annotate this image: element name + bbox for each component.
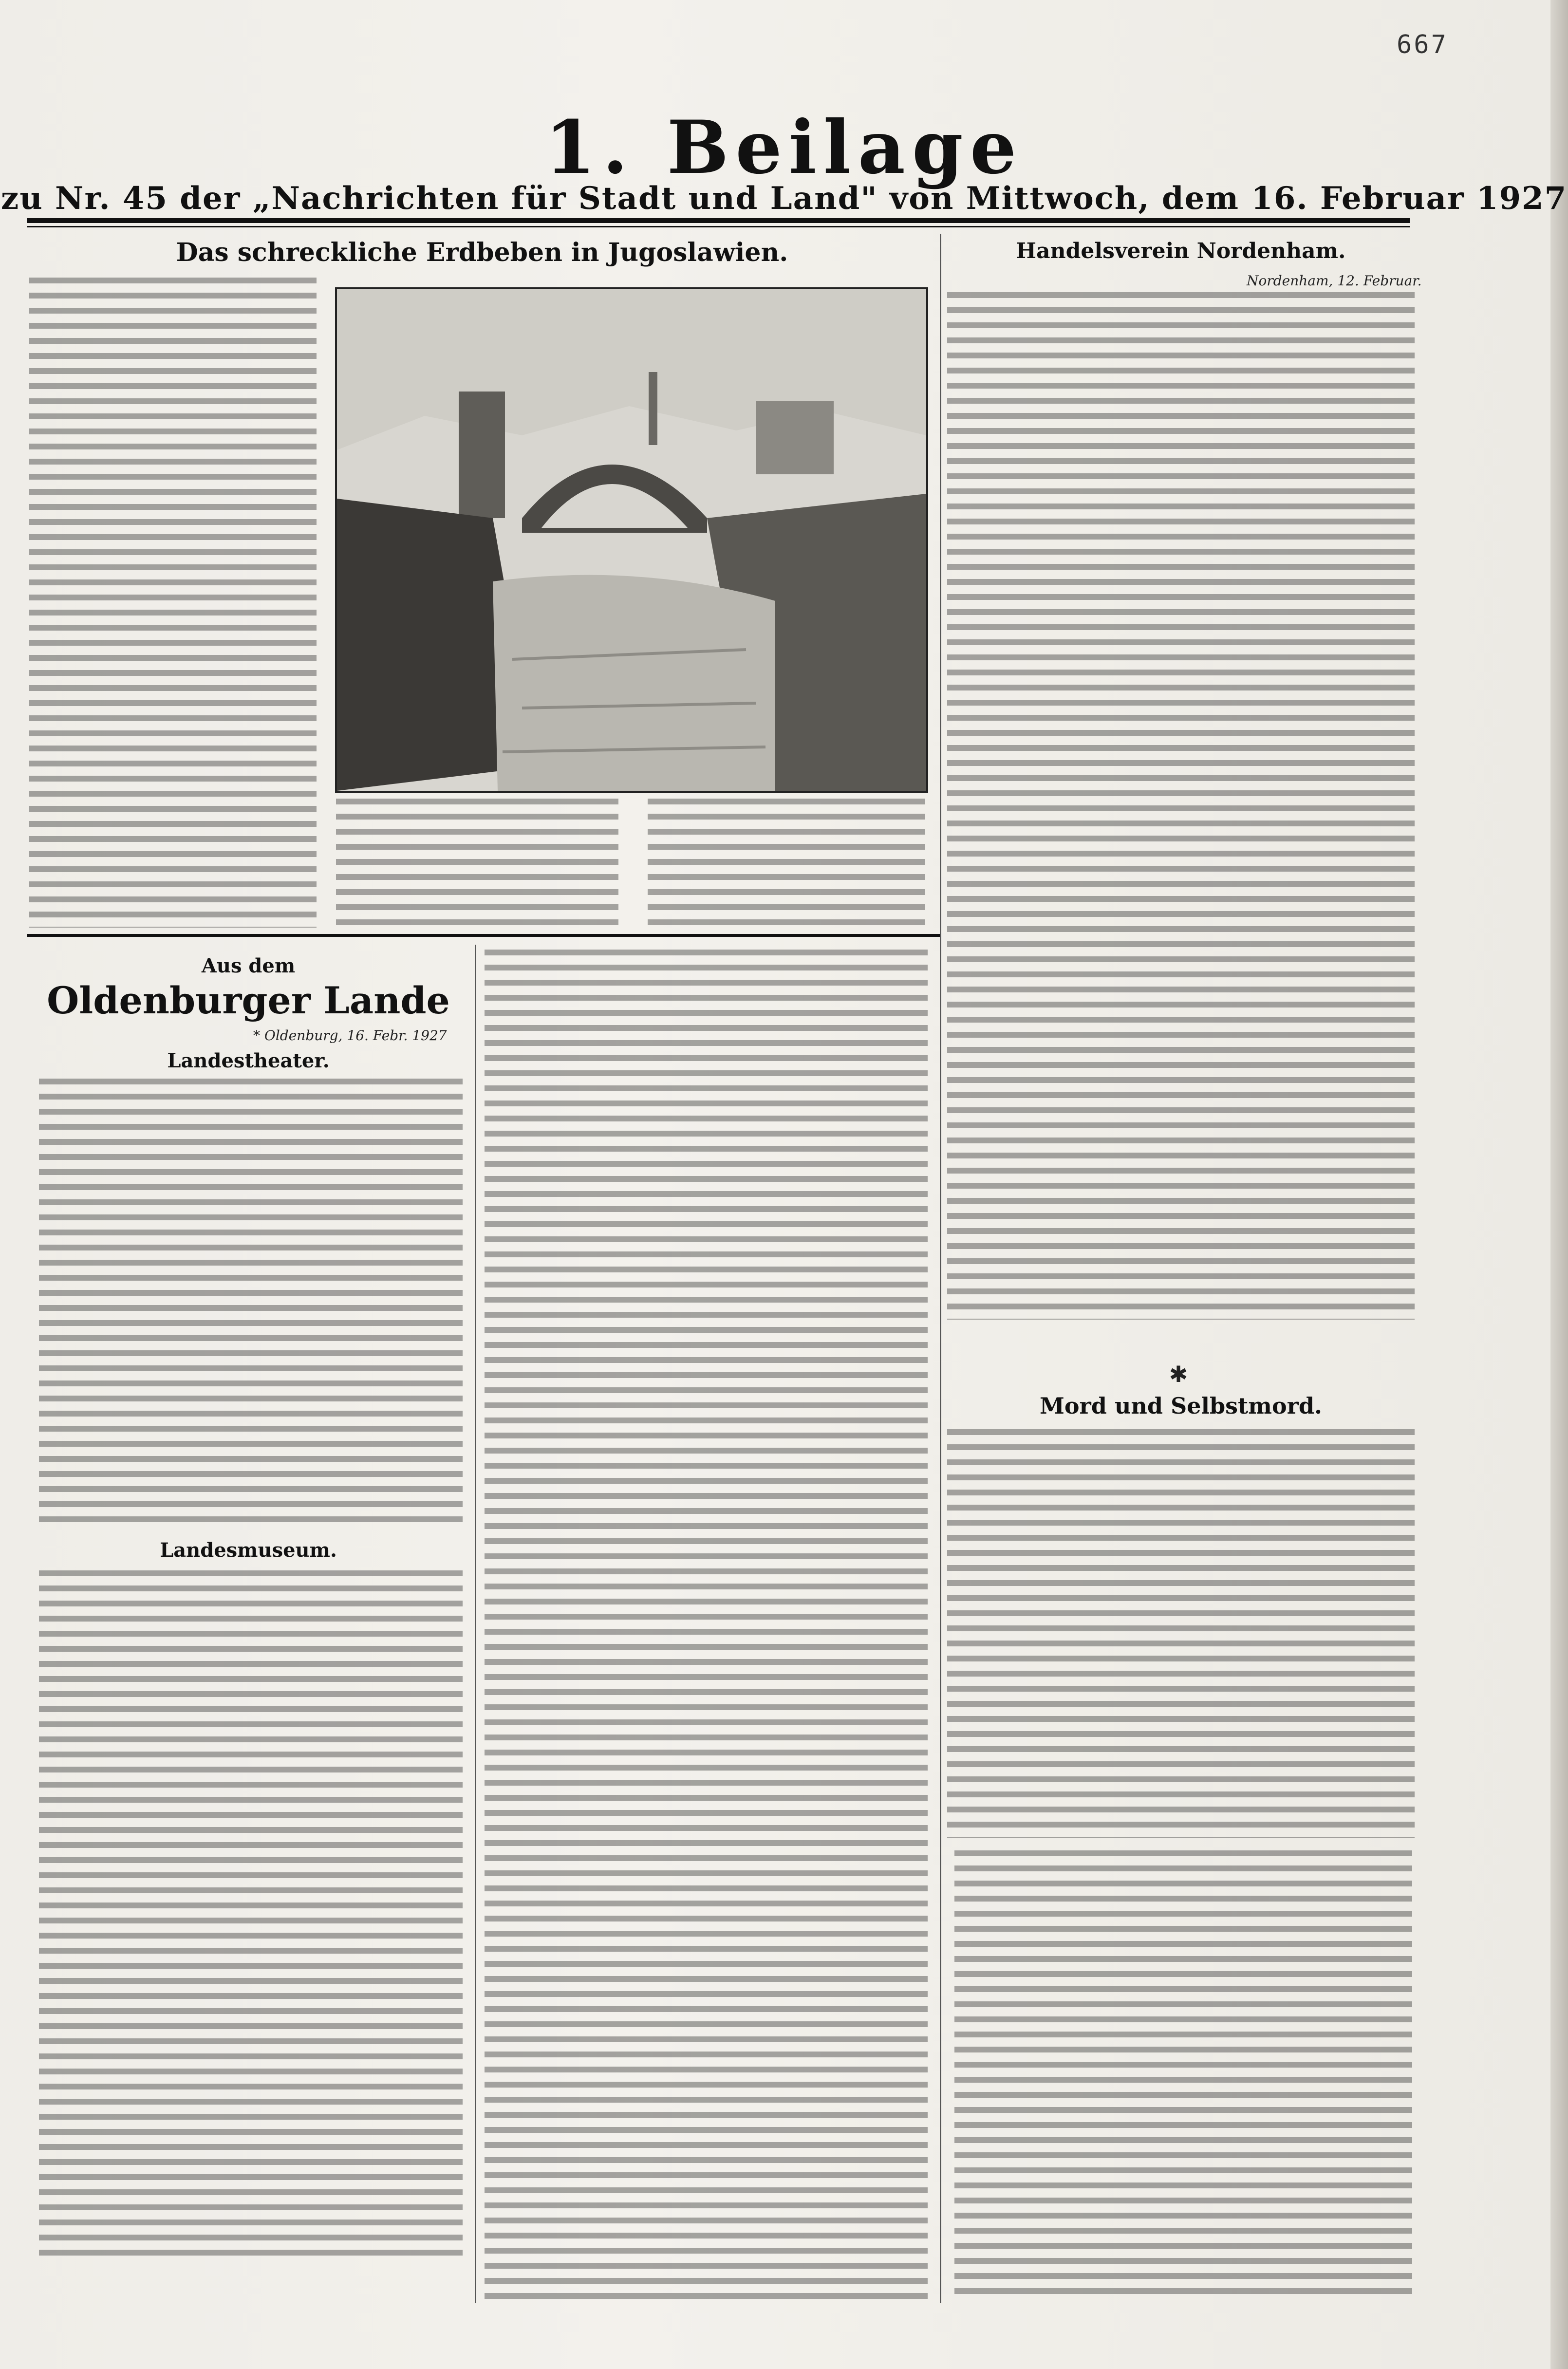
handelsverein-column-text	[947, 292, 1415, 1320]
landesmuseum-headline: Landesmuseum.	[160, 1539, 337, 1562]
oldenburger-kicker: Aus dem	[201, 954, 296, 977]
page-number: 667	[1397, 30, 1448, 59]
local-notes-column-text	[954, 1850, 1412, 2301]
column-divider-right	[940, 1500, 941, 2303]
landestheater-headline: Landestheater.	[167, 1049, 330, 1072]
middle-column-text	[485, 950, 928, 2303]
handelsverein-headline: Handelsverein Nordenham.	[1016, 239, 1346, 263]
masthead-rule	[27, 218, 1410, 223]
page-edge	[1550, 0, 1568, 2369]
section-rule	[27, 934, 940, 937]
mord-column-text	[947, 1429, 1415, 1838]
supplement-title: 1. Beilage	[544, 105, 1024, 190]
masthead-rule-thin	[27, 226, 1410, 227]
earthquake-caption-col1	[336, 799, 618, 928]
mostar-bridge-photo	[335, 287, 928, 793]
supplement-subtitle: zu Nr. 45 der „Nachrichten für Stadt und Land" von Mittwoch, dem 16. Februar 1927	[0, 180, 1568, 217]
mord-headline: Mord und Selbstmord.	[1039, 1393, 1323, 1419]
earthquake-headline: Das schreckliche Erdbeben in Jugoslawien.	[176, 238, 788, 267]
section-separator-star: ✱	[1169, 1361, 1188, 1387]
landesmuseum-column-text	[39, 1570, 463, 2257]
oldenburger-dateline: * Oldenburg, 16. Febr. 1927	[253, 1027, 447, 1044]
column-divider-left	[475, 945, 476, 2303]
earthquake-column-text	[29, 278, 317, 928]
column-divider	[940, 234, 941, 1500]
oldenburger-headline: Oldenburger Lande	[47, 979, 450, 1022]
landestheater-column-text	[39, 1079, 463, 1527]
earthquake-caption-col2	[648, 799, 925, 928]
handelsverein-dateline: Nordenham, 12. Februar.	[1247, 273, 1422, 289]
